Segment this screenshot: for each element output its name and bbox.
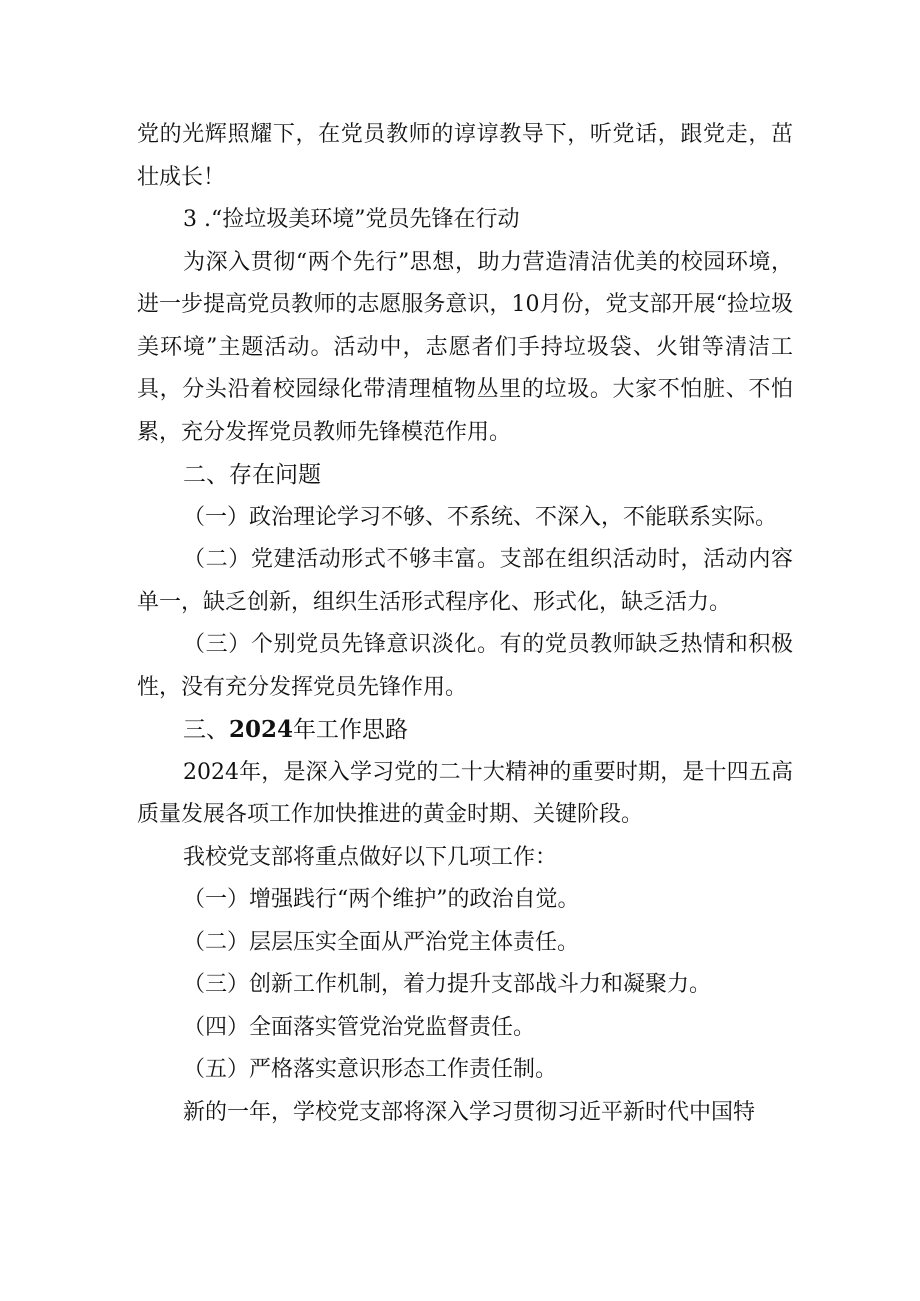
paragraph-continuation: 党的光辉照耀下，在党员教师的谆谆教导下，听党话，跟党走，茁壮成长！ [137,122,793,190]
section-heading-plan-prefix: 三、 [183,717,229,743]
plan-item-1: （一）增强践行“两个维护”的政治自觉。 [183,887,580,912]
problem-item-1: （一）政治理论学习不够、不系统、不深入，不能联系实际。 [183,504,778,530]
plan-item-5: （五）严格落实意识形态工作责任制。 [183,1057,558,1082]
item-3-body: 为深入贯彻“两个先行”思想，助力营造清洁优美的校园环境，进一步提高党员教师的志愿服务意识，10月份，党支部开展“捡垃圾美环境”主题活动。活动中，志愿者们手持垃圾袋、火钳等清洁工具，分头沿着校园绿化带清理植物丛里的垃圾。大家不怕脏、不怕累，充分发挥党员教师先锋模范作用。 [137,249,793,445]
item-3-title: 3 .“捡垃圾美环境”党员先锋在行动 [183,207,520,232]
section-heading-problems: 二、存在问题 [183,462,321,488]
plan-lead: 我校党支部将重点做好以下几项工作： [183,844,558,870]
plan-item-4: （四）全面落实管党治党监督责任。 [183,1014,536,1040]
plan-intro: 2024年，是深入学习党的二十大精神的重要时期，是十四五高质量发展各项工作加快推进的黄金时期、关键阶段。 [137,759,793,827]
closing-paragraph: 新的一年，学校党支部将深入学习贯彻习近平新时代中国特 [183,1099,756,1125]
section-heading-plan-suffix: 年工作思路 [293,717,409,743]
section-heading-plan-year: 2024 [229,716,294,743]
section-heading-plan [137,709,793,752]
plan-item-3: （三）创新工作机制，着力提升支部战斗力和凝聚力。 [183,972,712,997]
document-body [137,114,793,1134]
plan-item-2: （二）层层压实全面从严治党主体责任。 [183,929,580,955]
problem-item-2: （二）党建活动形式不够丰富。支部在组织活动时，活动内容单一，缺乏创新，组织生活形式程序化、形式化，缺乏活力。 [137,547,793,615]
problem-item-3: （三）个别党员先锋意识淡化。有的党员教师缺乏热情和积极性，没有充分发挥党员先锋作用。 [137,632,793,700]
